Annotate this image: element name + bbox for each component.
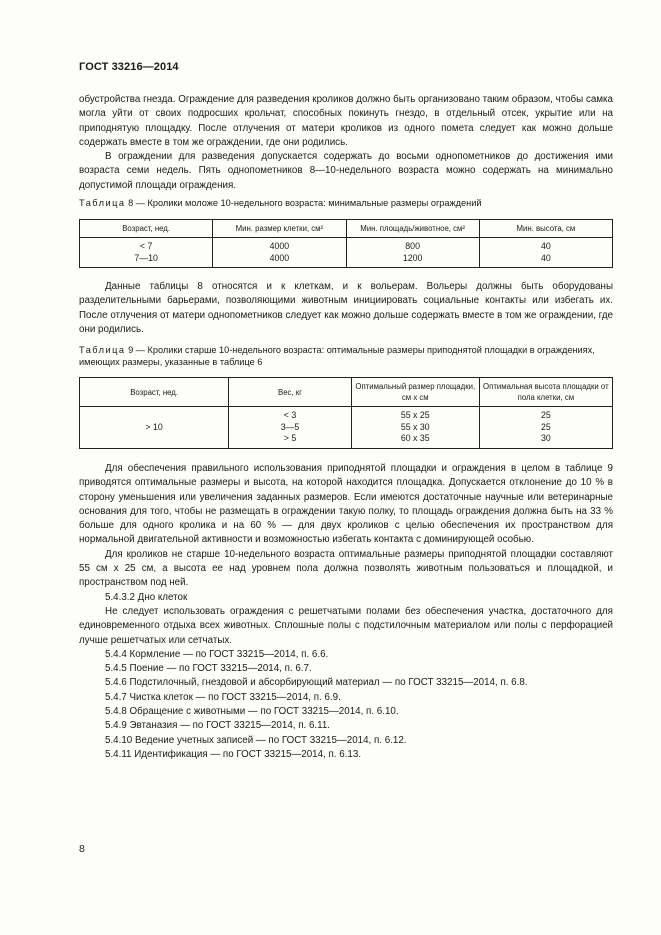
table8-label: Таблица [79, 198, 126, 208]
section-item: 5.4.4 Кормление — по ГОСТ 33215—2014, п. 6.6. [105, 648, 329, 660]
middle-paragraph [79, 280, 613, 337]
table8 [79, 219, 613, 268]
table9-header: Вес, кг [229, 378, 352, 407]
section-item: 5.4.9 Эвтаназия — по ГОСТ 33215—2014, п. 6.11. [105, 720, 331, 732]
table-cell: < 3 3—5 > 5 [229, 407, 352, 449]
page-number: 8 [79, 843, 85, 855]
table8-header: Мин. высота, см [479, 220, 612, 238]
table9-label: Таблица [79, 345, 126, 355]
section-item: 5.4.10 Ведение учетных записей — по ГОСТ 33215—2014, п. 6.12. [105, 734, 407, 746]
paragraph: Не следует использовать ограждения с решетчатыми полами без обеспечения участка, достаточного для единовременного отдыха всех животных. Сплошные полы с подстилочным материалом или полы с перфорацией лучше решетчатых или сетчатых. [79, 605, 613, 646]
standard-title: ГОСТ 33216—2014 [79, 61, 179, 73]
section-heading: 5.4.3.2 Дно клеток [105, 591, 188, 603]
table-row [80, 238, 613, 268]
section-item: 5.4.7 Чистка клеток — по ГОСТ 33215—2014, п. 6.9. [105, 691, 341, 703]
table-cell: > 10 [80, 407, 229, 449]
table-cell: 800 1200 [346, 238, 479, 268]
table-cell: 25 25 30 [479, 407, 612, 449]
table-cell: 55 х 25 55 х 30 60 х 35 [351, 407, 479, 449]
table-row [80, 407, 613, 449]
table8-title: 8 — Кролики моложе 10-недельного возраста: минимальные размеры ограждений [125, 198, 482, 208]
table8-header: Мин. размер клетки, см² [213, 220, 346, 238]
paragraph: Для кроликов не старше 10-недельного возраста оптимальные размеры приподнятой площадки составляют 55 см х 25 см, а высота ее над уровнем пола должна позволять животным пользоваться и площадкой, и пространством под ней. [79, 548, 613, 589]
table9-caption [79, 344, 613, 368]
paragraph: обустройства гнезда. Ограждение для разведения кроликов должно быть организовано таким образом, чтобы самка могла уйти от своих подросших крольчат, способных покинуть гнездо, в отдельный отсек, укрытие или на приподнятую площадку. После отлучения от матери кроликов из одного помета следует как можно дольше содержать вместе в том же ограждении, где они родились. [79, 94, 613, 148]
section-item: 5.4.5 Поение — по ГОСТ 33215—2014, п. 6.7. [105, 663, 312, 675]
table8-caption [79, 197, 619, 209]
table9-header: Возраст, нед. [80, 378, 229, 407]
table9-header: Оптимальная высота площадки от пола клетки, см [479, 378, 612, 407]
paragraph: В ограждении для разведения допускается содержать до восьми однопометников до достижения ими возраста семи недель. Пять однопометников 8—10-недельного возраста можно содержать на минимально допустимой площади ограждения. [79, 151, 613, 191]
table9-title: 9 — Кролики старше 10-недельного возраста: оптимальные размеры приподнятой площадки в ограждениях, имеющих размеры, указанные в таблице 6 [79, 345, 595, 367]
table-cell: < 7 7—10 [80, 238, 213, 268]
section-item: 5.4.6 Подстилочный, гнездовой и абсорбирующий материал — по ГОСТ 33215—2014, п. 6.8. [105, 677, 528, 689]
table-cell: 40 40 [479, 238, 612, 268]
paragraph: Для обеспечения правильного использования приподнятой площадки и ограждения в целом в таблице 9 приводятся оптимальные размеры и высота, на которой находится площадка. Допускается отклонение до 10 % в сторону уменьшения или увеличения заданных размеров. Если имеются достаточные научные или ветеринарные основания для того, чтобы не размещать в ограждении такую полку, то площадь ограждения должна быть на 33 % больше для одного кролика и на 60 % — для двух кроликов с целью обеспечения их пространством для нормальной двигательной активности и возможностью избегать контакта с доминирующей особью. [79, 463, 613, 546]
bottom-paragraphs [79, 462, 613, 762]
table9 [79, 377, 613, 449]
top-paragraphs [79, 93, 613, 193]
section-item: 5.4.11 Идентификация — по ГОСТ 33215—2014, п. 6.13. [105, 748, 362, 760]
table8-header: Мин. площадь/животное, см² [346, 220, 479, 238]
paragraph: Данные таблицы 8 относятся и к клеткам, и к вольерам. Вольеры должны быть оборудованы разделительными барьерами, позволяющими животным инициировать социальные контакты или избегать их. После отлучения от матери однопометников следует как можно дольше содержать вместе в том же ограждении, где они родились. [79, 281, 613, 335]
table8-header: Возраст, нед. [80, 220, 213, 238]
section-item: 5.4.8 Обращение с животными — по ГОСТ 33215—2014, п. 6.10. [105, 706, 399, 718]
table9-header: Оптимальный размер площадки, см х см [351, 378, 479, 407]
table-cell: 4000 4000 [213, 238, 346, 268]
